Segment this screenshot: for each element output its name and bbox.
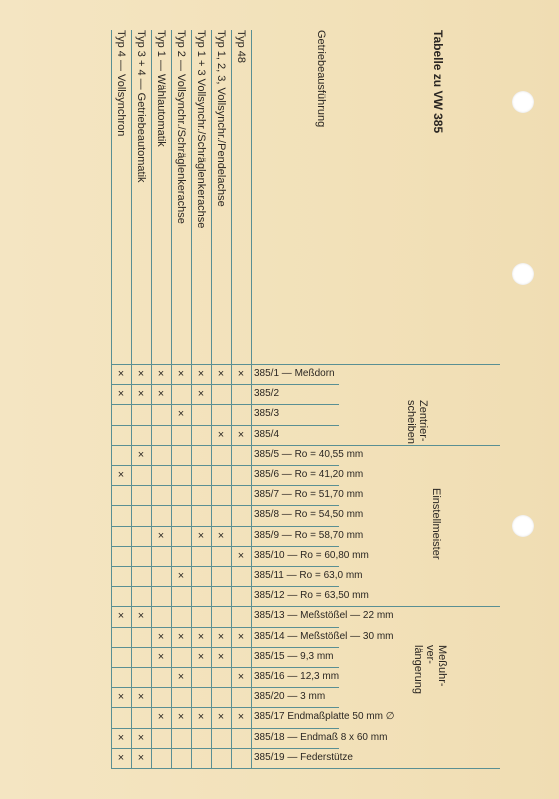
group-label: Meßuhr- ver- längerung bbox=[412, 645, 448, 694]
mark-cross: × bbox=[137, 610, 145, 622]
row-label: 385/4 bbox=[254, 429, 280, 440]
type-header: Typ 1 + 3 Vollsynchr./Schräglenkerachse bbox=[195, 30, 207, 229]
type-header: Typ 1, 2, 3, Vollsynchr./Pendelachse bbox=[215, 30, 227, 207]
row-label: 385/13 — Meßstößel — 22 mm bbox=[254, 610, 394, 621]
row-label: 385/5 — Ro = 40,55 mm bbox=[254, 449, 364, 460]
row-label: 385/6 — Ro = 41,20 mm bbox=[254, 469, 364, 480]
punch-hole-middle bbox=[512, 263, 534, 285]
group-label: Zentrier- scheiben bbox=[405, 400, 429, 445]
type-header: Typ 48 bbox=[235, 30, 247, 64]
mark-cross: × bbox=[197, 651, 205, 663]
mark-cross: × bbox=[177, 631, 185, 643]
mark-cross: × bbox=[117, 732, 125, 744]
row-label: 385/17 Endmaßplatte 50 mm ∅ bbox=[254, 711, 395, 722]
mark-cross: × bbox=[157, 711, 165, 723]
punch-hole-bottom bbox=[512, 515, 534, 537]
row-label: 385/7 — Ro = 51,70 mm bbox=[254, 489, 364, 500]
mark-cross: × bbox=[137, 388, 145, 400]
mark-cross: × bbox=[237, 429, 245, 441]
row-label: 385/19 — Federstütze bbox=[254, 752, 353, 763]
column-divider bbox=[251, 30, 252, 768]
mark-cross: × bbox=[237, 550, 245, 562]
row-label: 385/15 — 9,3 mm bbox=[254, 651, 334, 662]
row-label: 385/18 — Endmaß 8 x 60 mm bbox=[254, 732, 388, 743]
mark-cross: × bbox=[217, 711, 225, 723]
mark-cross: × bbox=[197, 530, 205, 542]
mark-cross: × bbox=[117, 469, 125, 481]
page-title: Tabelle zu VW 385 bbox=[431, 30, 445, 134]
mark-cross: × bbox=[137, 368, 145, 380]
mark-cross: × bbox=[177, 711, 185, 723]
mark-cross: × bbox=[177, 671, 185, 683]
mark-cross: × bbox=[237, 631, 245, 643]
mark-cross: × bbox=[137, 732, 145, 744]
column-header-getriebe: Getriebeausführung bbox=[315, 30, 327, 128]
mark-cross: × bbox=[177, 408, 185, 420]
mark-cross: × bbox=[117, 691, 125, 703]
mark-cross: × bbox=[217, 631, 225, 643]
group-label: Einstellmeister bbox=[430, 488, 442, 560]
type-header: Typ 4 — Vollsynchron bbox=[115, 30, 127, 137]
mark-cross: × bbox=[197, 711, 205, 723]
mark-cross: × bbox=[197, 631, 205, 643]
mark-cross: × bbox=[137, 449, 145, 461]
mark-cross: × bbox=[137, 691, 145, 703]
row-label: 385/12 — Ro = 63,50 mm bbox=[254, 590, 369, 601]
mark-cross: × bbox=[177, 368, 185, 380]
mark-cross: × bbox=[237, 671, 245, 683]
row-label: 385/1 — Meßdorn bbox=[254, 368, 335, 379]
row-divider bbox=[111, 768, 500, 769]
punch-hole-top bbox=[512, 91, 534, 113]
mark-cross: × bbox=[177, 570, 185, 582]
mark-cross: × bbox=[117, 388, 125, 400]
mark-cross: × bbox=[197, 368, 205, 380]
mark-cross: × bbox=[117, 610, 125, 622]
row-label: 385/16 — 12,3 mm bbox=[254, 671, 340, 682]
row-label: 385/10 — Ro = 60,80 mm bbox=[254, 550, 369, 561]
row-label: 385/8 — Ro = 54,50 mm bbox=[254, 509, 364, 520]
mark-cross: × bbox=[217, 368, 225, 380]
mark-cross: × bbox=[157, 388, 165, 400]
row-label: 385/11 — Ro = 63,0 mm bbox=[254, 570, 363, 581]
type-header: Typ 3 + 4 — Getriebeautomatik bbox=[135, 30, 147, 183]
row-label: 385/20 — 3 mm bbox=[254, 691, 326, 702]
mark-cross: × bbox=[217, 429, 225, 441]
mark-cross: × bbox=[237, 368, 245, 380]
row-label: 385/9 — Ro = 58,70 mm bbox=[254, 530, 364, 541]
row-label: 385/2 bbox=[254, 388, 280, 399]
mark-cross: × bbox=[217, 651, 225, 663]
row-label: 385/14 — Meßstößel — 30 mm bbox=[254, 631, 394, 642]
mark-cross: × bbox=[157, 368, 165, 380]
mark-cross: × bbox=[137, 752, 145, 764]
mark-cross: × bbox=[197, 388, 205, 400]
type-header: Typ 1 — Wählautomatik bbox=[155, 30, 167, 147]
mark-cross: × bbox=[117, 368, 125, 380]
mark-cross: × bbox=[157, 631, 165, 643]
mark-cross: × bbox=[157, 530, 165, 542]
column-divider bbox=[231, 30, 232, 768]
mark-cross: × bbox=[157, 651, 165, 663]
row-label: 385/3 bbox=[254, 408, 280, 419]
mark-cross: × bbox=[237, 711, 245, 723]
column-divider bbox=[171, 30, 172, 768]
type-header: Typ 2 — Vollsynchr./Schräglenkerachse bbox=[175, 30, 187, 224]
mark-cross: × bbox=[117, 752, 125, 764]
mark-cross: × bbox=[217, 530, 225, 542]
